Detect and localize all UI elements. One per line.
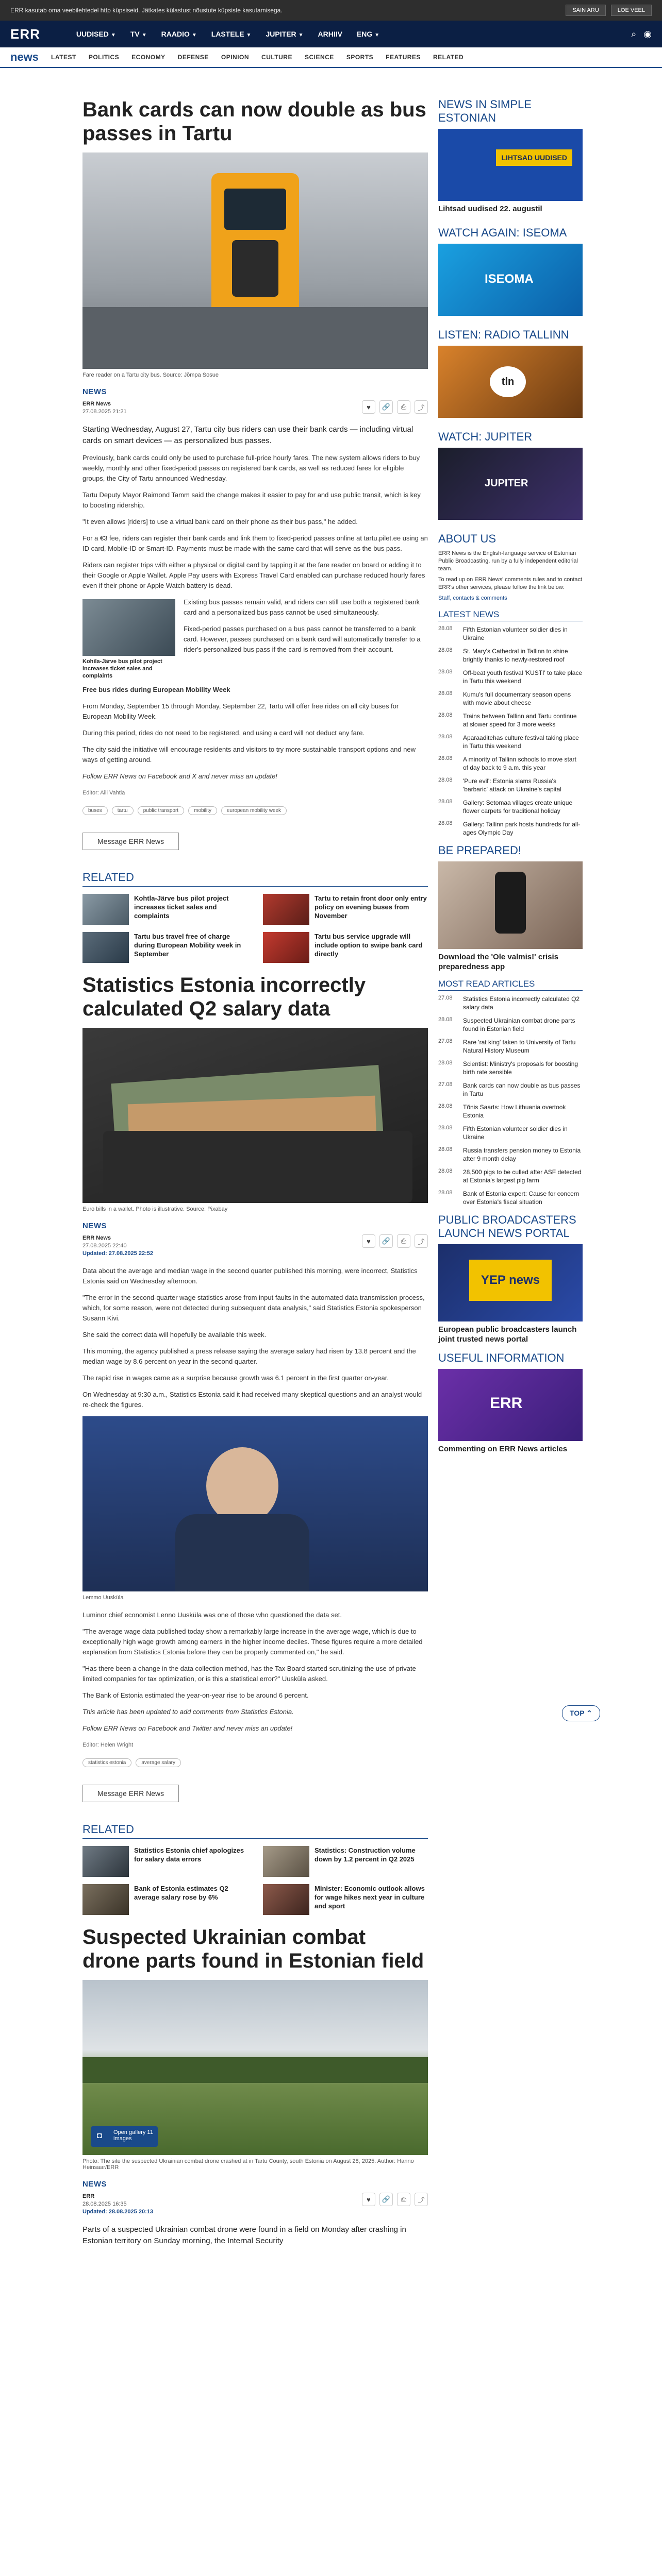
most-read-item[interactable]: 28.08 Scientist: Ministry's proposals for boosting birth rate sensible xyxy=(438,1060,578,1076)
main-nav xyxy=(56,30,631,38)
chevron-down-icon: ▼ xyxy=(141,32,147,38)
portal-card-title[interactable]: European public broadcasters launch joint trusted news portal xyxy=(438,1325,577,1344)
related-item-title: Tartu to retain front door only entry policy on evening buses from November xyxy=(315,894,427,920)
simple-news-image[interactable] xyxy=(438,129,583,201)
inline-related-image xyxy=(82,599,175,656)
phone-icon xyxy=(495,872,526,934)
about-text: To read up on ERR News' comments rules and to contact ERR's other services, please follow the link below: xyxy=(438,577,583,590)
nav-eng[interactable]: ENG ▼ xyxy=(356,30,380,38)
related-thumb xyxy=(82,932,129,963)
latest-item[interactable]: 28.08 Gallery: Setomaa villages create unique flower carpets for traditional holiday xyxy=(438,799,573,815)
tag[interactable]: european mobility week xyxy=(221,806,287,815)
byline-source: ERR News xyxy=(82,1235,111,1241)
related-grid xyxy=(82,894,428,963)
most-read-item[interactable]: 28.08 Tõnis Saarts: How Lithuania overtook Estonia xyxy=(438,1103,566,1119)
sidebar-heading[interactable]: BE PREPARED! xyxy=(438,844,521,857)
latest-news-title: LATEST NEWS xyxy=(438,609,583,621)
user-icon[interactable]: ◉ xyxy=(643,28,652,39)
main-column xyxy=(82,98,428,2253)
byline-meta xyxy=(82,400,127,416)
subheading: Free bus rides during European Mobility Week xyxy=(82,686,230,693)
paragraph: The rapid rise in wages came as a surprise because growth was 6.1 percent in the first quarter on-year. xyxy=(82,1374,389,1382)
paragraph: On Wednesday at 9:30 a.m., Statistics Estonia said it had received many skeptical questions and an analyst would re-check the figures. xyxy=(82,1391,422,1409)
share-icon[interactable]: ⤴ xyxy=(415,1234,428,1248)
latest-item[interactable]: 28.08 Aparaaditehas culture festival taking place in Tartu this weekend xyxy=(438,734,579,750)
heart-icon[interactable]: ♥ xyxy=(362,400,375,414)
section-label[interactable]: NEWS xyxy=(82,1222,107,1230)
about-text: ERR News is the English-language service of Estonian Public Broadcasting, run by a fully independent editorial team. xyxy=(438,550,578,572)
latest-item[interactable]: 28.08 St. Mary's Cathedral in Tallinn to shine brightly thanks to newly-restored roof xyxy=(438,647,568,663)
portal-image[interactable] xyxy=(438,1244,583,1321)
related-item-title: Kohtla-Järve bus pilot project increases ticket sales and complaints xyxy=(134,894,229,920)
related-thumb xyxy=(82,894,129,925)
related-item[interactable] xyxy=(263,1846,428,1877)
iseoma-image[interactable] xyxy=(438,244,583,316)
tag[interactable]: average salary xyxy=(136,1758,181,1767)
latest-item[interactable]: 28.08 Fifth Estonian volunteer soldier dies in Ukraine xyxy=(438,625,568,641)
section-label[interactable]: NEWS xyxy=(82,2180,107,2189)
editor-line: Editor: Helen Wright xyxy=(82,1742,134,1748)
news-nav-defense[interactable]: DEFENSE xyxy=(177,54,209,61)
radio-tallinn-logo: tln xyxy=(490,366,526,397)
camera-icon: ◘ xyxy=(97,2131,102,2140)
header-icons xyxy=(631,29,652,40)
hero-image xyxy=(82,1028,428,1203)
related-item[interactable] xyxy=(82,1846,247,1877)
hero-caption: Euro bills in a wallet. Photo is illustrative. Source: Pixabay xyxy=(82,1206,228,1212)
site-header xyxy=(0,21,662,47)
section-label[interactable]: NEWS xyxy=(82,387,107,396)
paragraph: During this period, rides do not need to be registered, and using a card will not deduct any fare. xyxy=(82,729,365,737)
print-icon[interactable]: ⎙ xyxy=(397,2193,410,2206)
most-read-item[interactable]: 28.08 Bank of Estonia expert: Cause for concern over Estonia's fiscal situation xyxy=(438,1190,580,1206)
article-title[interactable]: Statistics Estonia incorrectly calculated Q2 salary data xyxy=(82,974,366,1020)
news-nav-latest[interactable]: LATEST xyxy=(51,54,76,61)
paragraph: For a €3 fee, riders can register their bank cards and link them to fixed-period passes online at tartu.pilet.ee using an ID card, Mobile-ID or Smart-ID. Payments must be made with the same card that will serve as the bus pass. xyxy=(82,534,428,552)
latest-item[interactable]: 28.08 Off-beat youth festival 'KUSTI' to take place in Tartu this weekend xyxy=(438,669,583,685)
cookie-accept-button[interactable]: SAIN ARU xyxy=(566,5,605,16)
sidebar xyxy=(438,98,583,1466)
link-icon[interactable]: 🔗 xyxy=(379,400,393,414)
useful-info-image[interactable] xyxy=(438,1369,583,1441)
jupiter-logo: JUPITER xyxy=(485,478,528,489)
tag[interactable]: tartu xyxy=(112,806,134,815)
share-icon[interactable]: ⤴ xyxy=(415,400,428,414)
nav-uudised[interactable]: UUDISED ▼ xyxy=(76,30,116,38)
chevron-down-icon: ▼ xyxy=(298,32,304,38)
yep-news-logo: YEP news xyxy=(469,1260,552,1301)
related-item[interactable] xyxy=(82,894,247,925)
hero-caption: Fare reader on a Tartu city bus. Source: Jõmpa Sosue xyxy=(82,372,219,378)
paragraph: "It even allows [riders] to use a virtual bank card on their phone as their bus pass," he added. xyxy=(82,518,358,526)
link-icon[interactable]: 🔗 xyxy=(379,2193,393,2206)
sidebar-heading[interactable]: LISTEN: RADIO TALLINN xyxy=(438,328,569,341)
news-nav xyxy=(0,47,662,68)
sidebar-heading[interactable]: USEFUL INFORMATION xyxy=(438,1351,565,1364)
tag[interactable]: buses xyxy=(82,806,108,815)
inline-photo xyxy=(82,1416,428,1591)
related-item[interactable] xyxy=(263,1884,428,1915)
hero-image xyxy=(82,1980,428,2155)
latest-item[interactable]: 28.08 'Pure evil': Estonia slams Russia's 'barbaric' attack on Ukraine's capital xyxy=(438,777,561,793)
useful-info-card-title[interactable]: Commenting on ERR News articles xyxy=(438,1445,568,1453)
heart-icon[interactable]: ♥ xyxy=(362,2193,375,2206)
article-bank-cards xyxy=(82,98,428,963)
most-read-item[interactable]: 27.08 Rare 'rat king' taken to University of Tartu Natural History Museum xyxy=(438,1038,576,1054)
latest-item[interactable]: 28.08 Trains between Tallinn and Tartu continue at slower speed for 3 more weeks xyxy=(438,712,577,728)
paragraph: Riders can register trips with either a physical or digital card by tapping it at the fare reader on board or adding it to their Google or Apple Wallet. Apple Pay users with Express Travel Card enabled can purchase reduced hourly fares even if their phone or Apple Watch battery is dead. xyxy=(82,561,425,589)
byline-date: 27.08.2025 22:40 xyxy=(82,1243,127,1249)
inline-related-figure[interactable] xyxy=(82,599,175,680)
latest-item[interactable]: 28.08 Kumu's full documentary season opens with movie about cheese xyxy=(438,690,571,706)
related-thumb xyxy=(263,894,309,925)
related-item-title: Bank of Estonia estimates Q2 average salary rose by 6% xyxy=(134,1885,228,1901)
news-nav-items xyxy=(51,54,464,61)
article-lead: Starting Wednesday, August 27, Tartu city bus riders can use their bank cards — including virtual cards on smart devices — as personalized bus passes. xyxy=(82,425,413,445)
paragraph: She said the correct data will hopefully be available this week. xyxy=(82,1331,267,1338)
paragraph: Tartu Deputy Mayor Raimond Tamm said the change makes it easier to pay for and use public transit, which is key to boosting ridership. xyxy=(82,491,421,509)
related-section xyxy=(82,871,428,963)
news-nav-politics[interactable]: POLITICS xyxy=(88,54,120,61)
related-item[interactable] xyxy=(82,1884,247,1915)
print-icon[interactable]: ⎙ xyxy=(397,1234,410,1248)
nav-jupiter[interactable]: JUPITER ▼ xyxy=(266,30,304,38)
paragraph: Fixed-period passes purchased on a bus pass cannot be transferred to a bank card. However, passes purchased on a bank card will automatically transfer to a rider's personalized bus pass if the card is removed from their account. xyxy=(184,625,421,653)
nav-arhiiv[interactable]: ARHIIV xyxy=(318,30,342,38)
tag-list xyxy=(82,1758,428,1767)
share-buttons xyxy=(362,2193,428,2206)
message-err-button[interactable]: Message ERR News xyxy=(82,1785,179,1802)
related-item[interactable] xyxy=(263,894,428,925)
byline-date: 27.08.2025 21:21 xyxy=(82,409,127,415)
chevron-down-icon: ▼ xyxy=(191,32,197,38)
related-thumb xyxy=(263,1884,309,1915)
search-icon[interactable]: ⌕ xyxy=(631,28,637,39)
article-title[interactable]: Bank cards can now double as bus passes in Tartu xyxy=(82,98,426,145)
heart-icon[interactable]: ♥ xyxy=(362,1234,375,1248)
hero-caption: Photo: The site the suspected Ukrainian combat drone crashed at in Tartu County, south Estonia on August 28, 2025. Author: Hanno Heinsaar/ERR xyxy=(82,2158,414,2171)
news-nav-related[interactable]: RELATED xyxy=(433,54,464,61)
paragraph: The Bank of Estonia estimated the year-on-year rise to be around 6 percent. xyxy=(82,1691,309,1699)
byline xyxy=(82,1234,428,1258)
most-read-item[interactable]: 27.08 Bank cards can now double as bus passes in Tartu xyxy=(438,1081,581,1097)
print-icon[interactable]: ⎙ xyxy=(397,400,410,414)
cookie-more-button[interactable]: LOE VEEL xyxy=(611,5,652,16)
sidebar-heading[interactable]: NEWS IN SIMPLE ESTONIAN xyxy=(438,98,532,124)
paragraph: "The average wage data published today show a remarkably large increase in the average wage, which is due to exceptionally high wage growth among earners in the higher income deciles. These figures require a more detailed explanation from Statistics Estonia before they can be properly commented on," he said. xyxy=(82,1628,423,1656)
paragraph: Existing bus passes remain valid, and riders can still use both a registered bank card and a personalized bus pass cannot be used simultaneously. xyxy=(184,598,420,616)
related-item-title: Tartu bus travel free of charge during European Mobility week in September xyxy=(134,933,241,958)
editor-line: Editor: Aili Vahtla xyxy=(82,790,125,796)
sidebar-heading[interactable]: PUBLIC BROADCASTERS LAUNCH NEWS PORTAL xyxy=(438,1213,576,1240)
byline-date: 28.08.2025 16:35 xyxy=(82,2201,127,2207)
prepared-app-card-title[interactable]: Download the 'Ole valmis!' crisis preparedness app xyxy=(438,953,559,971)
most-read-item[interactable]: 28.08 28,500 pigs to be culled after ASF detected at Estonia's largest pig farm xyxy=(438,1168,582,1184)
most-read-item[interactable]: 27.08 Statistics Estonia incorrectly calculated Q2 salary data xyxy=(438,995,580,1011)
err-logo-image: ERR xyxy=(490,1395,523,1412)
byline-source: ERR News xyxy=(82,401,111,407)
tag[interactable]: statistics estonia xyxy=(82,1758,131,1767)
prepared-app-image[interactable] xyxy=(438,861,583,949)
share-icon[interactable]: ⤴ xyxy=(415,2193,428,2206)
related-thumb xyxy=(82,1884,129,1915)
related-item-title: Tartu bus service upgrade will include option to swipe bank card directly xyxy=(315,933,423,958)
related-item-title: Statistics Estonia chief apologizes for salary data errors xyxy=(134,1846,244,1863)
news-nav-sports[interactable]: SPORTS xyxy=(346,54,374,61)
share-buttons xyxy=(362,1234,428,1248)
paragraph: "Has there been a change in the data collection method, has the Tax Board started scrutinizing the use of private limited companies for tax optimization, or is this a statistical error?" Uusküla asked. xyxy=(82,1665,416,1683)
article-salary-data xyxy=(82,973,428,1915)
chevron-down-icon: ▼ xyxy=(374,32,380,38)
related-section xyxy=(82,1823,428,1915)
related-item[interactable] xyxy=(263,932,428,963)
news-nav-economy[interactable]: ECONOMY xyxy=(131,54,166,61)
simple-news-badge: LIHTSAD UUDISED xyxy=(496,149,572,166)
chevron-down-icon: ▼ xyxy=(110,32,116,38)
sidebar-heading[interactable]: WATCH: JUPITER xyxy=(438,430,533,443)
chevron-up-icon: ⌃ xyxy=(586,1709,592,1717)
most-read-item[interactable]: 28.08 Russia transfers pension money to Estonia after 9 month delay xyxy=(438,1146,581,1162)
cookie-text: ERR kasutab oma veebilehtedel http küpsiseid. Jätkates külastust nõustute küpsiste kasutamisega. xyxy=(10,7,283,14)
jupiter-image[interactable] xyxy=(438,448,583,520)
inline-related-caption: Kohila-Järve bus pilot project increases ticket sales and complaints xyxy=(82,658,162,679)
err-logo[interactable]: ERR xyxy=(10,26,40,42)
byline xyxy=(82,400,428,416)
simple-news-card-title[interactable]: Lihtsad uudised 22. augustil xyxy=(438,205,542,213)
related-title: RELATED xyxy=(82,871,428,887)
news-nav-features[interactable]: FEATURES xyxy=(386,54,421,61)
sidebar-heading[interactable]: ABOUT US xyxy=(438,532,496,545)
article-drone-parts xyxy=(82,1925,428,2247)
follow-note: Follow ERR News on Facebook and X and never miss an update! xyxy=(82,772,277,780)
chevron-down-icon: ▼ xyxy=(246,32,252,38)
latest-news-list xyxy=(438,625,583,837)
follow-note: Follow ERR News on Facebook and Twitter and never miss an update! xyxy=(82,1724,293,1732)
related-thumb xyxy=(82,1846,129,1877)
byline-updated: Updated: 28.08.2025 20:13 xyxy=(82,2209,153,2215)
open-gallery-button[interactable]: ◘ Open gallery 11 images xyxy=(91,2126,158,2147)
inline-photo-caption: Lemmo Uusküla xyxy=(82,1595,124,1601)
byline-meta xyxy=(82,1234,153,1258)
byline-source: ERR xyxy=(82,2193,95,2199)
about-link[interactable]: Staff, contacts & comments xyxy=(438,595,507,601)
link-icon[interactable]: 🔗 xyxy=(379,1234,393,1248)
nav-raadio[interactable]: RAADIO ▼ xyxy=(161,30,197,38)
byline xyxy=(82,2193,428,2216)
cookie-bar xyxy=(0,0,662,21)
tag-list xyxy=(82,806,428,815)
most-read-item[interactable]: 28.08 Fifth Estonian volunteer soldier dies in Ukraine xyxy=(438,1125,568,1141)
sidebar-heading[interactable]: WATCH AGAIN: ISEOMA xyxy=(438,226,567,239)
nav-lastele[interactable]: LASTELE ▼ xyxy=(211,30,252,38)
paragraph: "The error in the second-quarter wage statistics arose from input faults in the automated data transmission process, which, for some reason, were not detected during subsequent data analysis," said Statistics Estonia spokesperson Susann Kivi. xyxy=(82,1294,425,1322)
news-nav-opinion[interactable]: OPINION xyxy=(221,54,250,61)
paragraph: Luminor chief economist Lenno Uusküla was one of those who questioned the data set. xyxy=(82,1611,342,1619)
byline-meta xyxy=(82,2193,153,2216)
paragraph: Data about the average and median wage in the second quarter published this morning, were incorrect, Statistics Estonia said on Wednesday afternoon. xyxy=(82,1267,418,1285)
hero-image xyxy=(82,152,428,369)
related-thumb xyxy=(263,1846,309,1877)
news-nav-science[interactable]: SCIENCE xyxy=(304,54,334,61)
paragraph: From Monday, September 15 through Monday, September 22, Tartu will offer free rides on all city buses for European Mobility Week. xyxy=(82,702,399,720)
related-item-title: Statistics: Construction volume down by 1.2 percent in Q2 2025 xyxy=(315,1846,416,1863)
related-item[interactable] xyxy=(82,932,247,963)
most-read-list xyxy=(438,995,583,1206)
update-note: This article has been updated to add comments from Statistics Estonia. xyxy=(82,1708,294,1716)
paragraph: Previously, bank cards could only be used to purchase full-price hourly fares. The new system allows riders to buy weekly, monthly and other fixed-period passes on registered bank cards, as well as reduced fares for eligible groups, the City of Tartu announced Wednesday. xyxy=(82,454,420,482)
article-title[interactable]: Suspected Ukrainian combat drone parts found in Estonian field xyxy=(82,1926,424,1972)
tag[interactable]: public transport xyxy=(138,806,184,815)
article-lead: Parts of a suspected Ukrainian combat drone were found in a field on Monday after crashing in Estonian territory on Sunday morning, the Internal Security xyxy=(82,2225,406,2245)
most-read-item[interactable]: 28.08 Suspected Ukrainian combat drone parts found in Estonian field xyxy=(438,1016,575,1032)
related-grid xyxy=(82,1846,428,1915)
latest-item[interactable]: 28.08 A minority of Tallinn schools to move start of day back to 9 a.m. this year xyxy=(438,755,576,771)
tag[interactable]: mobility xyxy=(188,806,217,815)
related-thumb xyxy=(263,932,309,963)
back-to-top-button[interactable]: TOP ⌃ xyxy=(562,1705,600,1721)
most-read-title: MOST READ ARTICLES xyxy=(438,979,583,991)
radio-tallinn-image[interactable] xyxy=(438,346,583,418)
paragraph: The city said the initiative will encourage residents and visitors to try more sustainable transport options and new ways of getting around. xyxy=(82,745,416,764)
related-item-title: Minister: Economic outlook allows for wage hikes next year in culture and sport xyxy=(315,1885,425,1910)
share-buttons xyxy=(362,400,428,414)
news-logo[interactable]: news xyxy=(10,50,39,63)
related-title: RELATED xyxy=(82,1823,428,1839)
latest-item[interactable]: 28.08 Gallery: Tallinn park hosts hundreds for all-ages Olympic Day xyxy=(438,820,581,836)
nav-tv[interactable]: TV ▼ xyxy=(130,30,147,38)
message-err-button[interactable]: Message ERR News xyxy=(82,833,179,850)
byline-updated: Updated: 27.08.2025 22:52 xyxy=(82,1250,153,1257)
news-nav-culture[interactable]: CULTURE xyxy=(261,54,292,61)
iseoma-logo: ISEOMA xyxy=(485,272,534,286)
paragraph: This morning, the agency published a press release saying the average salary had risen by 13.8 percent and the median wage by 8.6 percent on year in the second quarter. xyxy=(82,1347,416,1365)
